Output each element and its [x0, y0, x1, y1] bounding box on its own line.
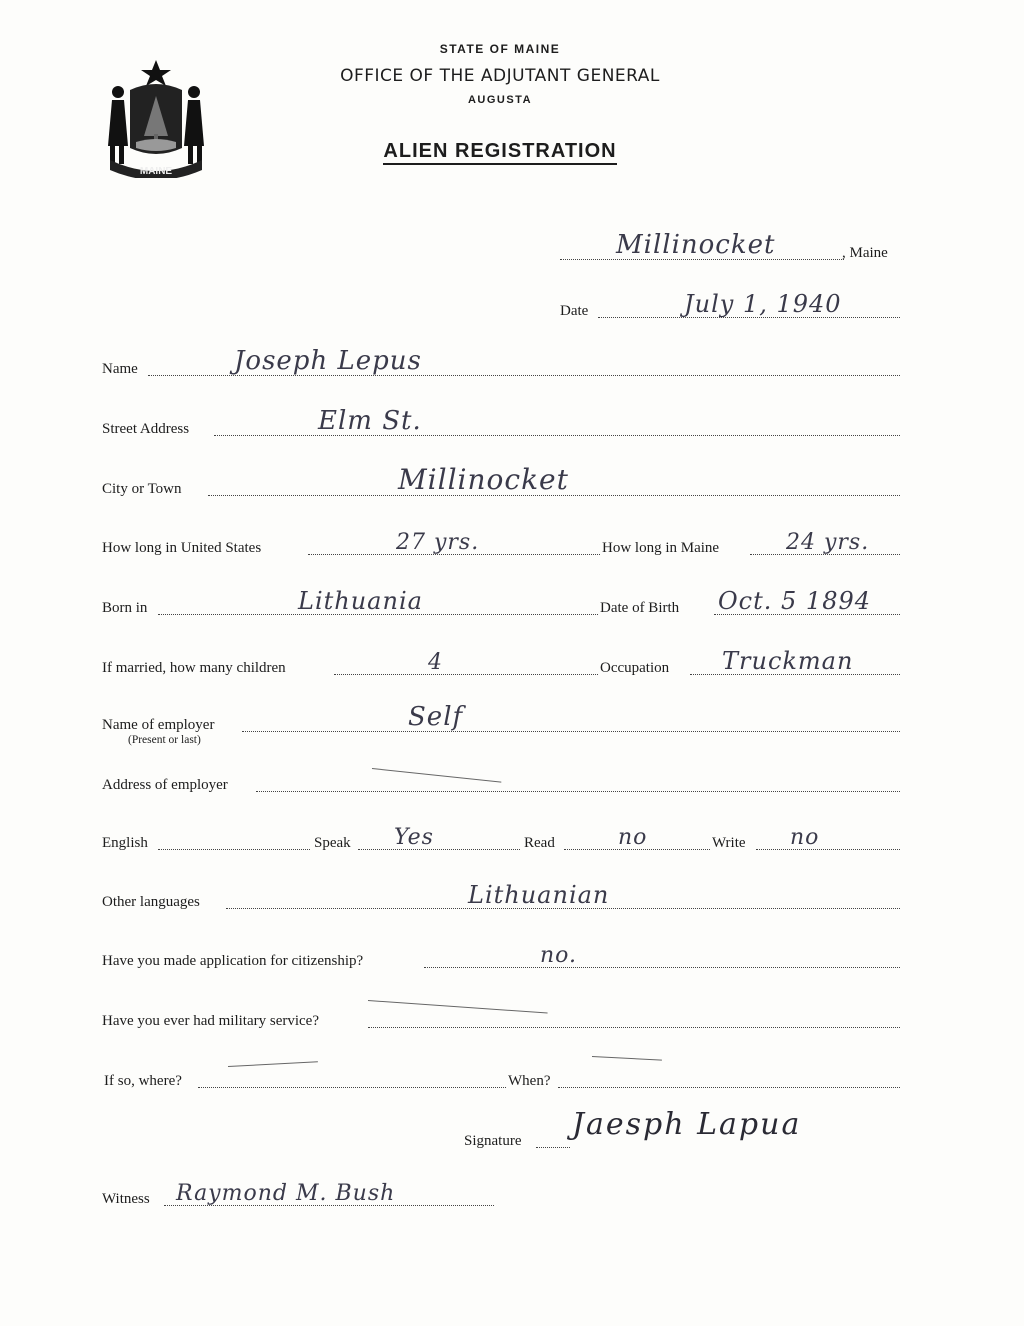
employer-address-dash [372, 768, 501, 783]
employer-line [242, 731, 900, 732]
employer-label: Name of employer [102, 717, 215, 733]
family-row [102, 647, 900, 679]
employer-address-row [102, 772, 900, 796]
write-label: Write [712, 835, 746, 851]
citizenship-label: Have you made application for citizenship? [102, 953, 364, 969]
signature-row [464, 1107, 976, 1152]
street-value[interactable]: Elm St. [318, 406, 422, 436]
military-row [102, 1008, 900, 1032]
city-row [102, 463, 900, 500]
when-line [558, 1087, 900, 1088]
town-row [556, 230, 906, 264]
write-line [756, 849, 900, 850]
employer-address-label: Address of employer [102, 777, 228, 793]
speak-line [358, 849, 520, 850]
duration-row [102, 530, 900, 559]
birth-row [102, 587, 900, 619]
citizenship-row [102, 943, 900, 972]
citizenship-value[interactable]: no. [540, 943, 578, 968]
languages-label: Other languages [102, 894, 200, 910]
seal-text: MAINE [139, 166, 173, 177]
military-label: Have you ever had military service? [102, 1013, 319, 1029]
where-when-row [102, 1068, 900, 1092]
where-dash [228, 1061, 318, 1067]
header-city: AUGUSTA [467, 94, 533, 106]
street-label: Street Address [102, 421, 190, 437]
dob-label: Date of Birth [600, 600, 680, 616]
read-value[interactable]: no [618, 825, 648, 850]
witness-value[interactable]: Raymond M. Bush [176, 1181, 396, 1206]
city-value[interactable]: Millinocket [398, 463, 569, 496]
date-row [560, 290, 900, 322]
date-label: Date [560, 303, 589, 319]
military-line [368, 1027, 900, 1028]
how-long-us-label: How long in United States [102, 540, 262, 556]
name-value[interactable]: Joseph Lepus [234, 346, 422, 376]
form-title-text: ALIEN REGISTRATION [383, 140, 616, 165]
children-line [334, 674, 598, 675]
speak-value[interactable]: Yes [394, 825, 434, 850]
born-in-value[interactable]: Lithuania [298, 587, 423, 615]
when-label: When? [508, 1073, 551, 1089]
occupation-label: Occupation [600, 660, 670, 676]
form-title [0, 140, 1000, 163]
dob-value[interactable]: Oct. 5 1894 [718, 587, 871, 615]
employer-sublabel: (Present or last) [128, 734, 201, 746]
signature-label: Signature [464, 1133, 522, 1149]
where-label: If so, where? [104, 1073, 182, 1089]
employer-value[interactable]: Self [408, 702, 464, 732]
name-row [102, 346, 900, 380]
signature-line [536, 1147, 570, 1148]
city-label: City or Town [102, 481, 182, 497]
occupation-value[interactable]: Truckman [722, 647, 854, 675]
witness-label: Witness [102, 1191, 150, 1207]
languages-row [102, 881, 900, 913]
born-in-label: Born in [102, 600, 148, 616]
street-line [214, 435, 900, 436]
how-long-maine-value[interactable]: 24 yrs. [786, 530, 870, 555]
date-value[interactable]: July 1, 1940 [684, 290, 842, 318]
name-label: Name [102, 361, 138, 377]
english-label: English [102, 835, 148, 851]
write-value[interactable]: no [790, 825, 820, 850]
how-long-us-value[interactable]: 27 yrs. [396, 530, 480, 555]
signature-value[interactable]: Jaesph Lapua [572, 1107, 802, 1142]
military-dash [368, 1000, 548, 1014]
children-label: If married, how many children [102, 660, 286, 676]
english-row [102, 825, 900, 854]
header-office: OFFICE OF THE ADJUTANT GENERAL [340, 66, 660, 86]
how-long-maine-label: How long in Maine [602, 540, 720, 556]
where-line [198, 1087, 506, 1088]
languages-value[interactable]: Lithuanian [468, 881, 610, 909]
children-value[interactable]: 4 [428, 650, 443, 675]
header-state: STATE OF MAINE [439, 42, 561, 56]
english-line [158, 849, 310, 850]
employer-address-line [256, 791, 900, 792]
citizenship-line [424, 967, 900, 968]
read-label: Read [524, 835, 555, 851]
employer-row [102, 702, 900, 746]
speak-label: Speak [314, 835, 351, 851]
town-value[interactable]: Millinocket [616, 230, 776, 260]
street-row [102, 406, 900, 440]
when-dash [592, 1056, 662, 1061]
town-suffix-label: , Maine [842, 245, 888, 261]
witness-row [102, 1181, 494, 1210]
